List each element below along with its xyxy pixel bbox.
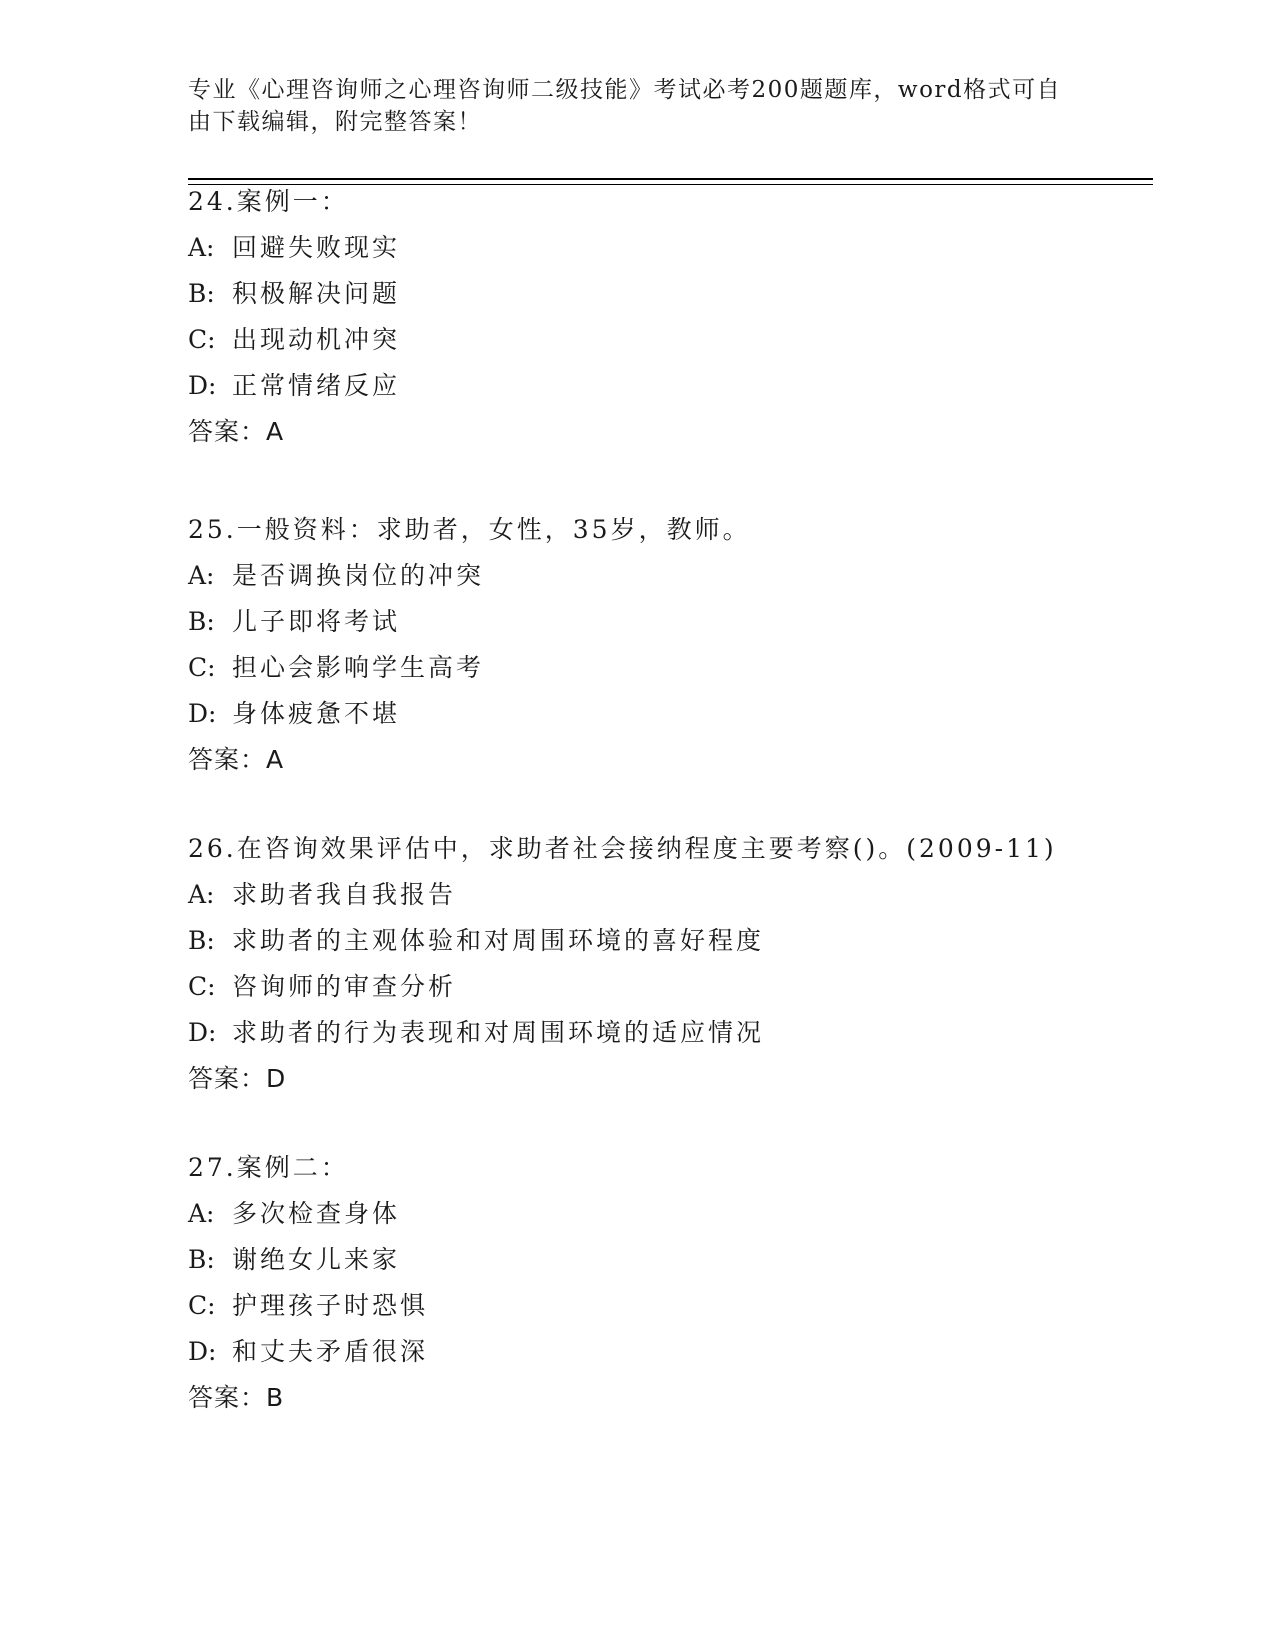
option-text: 积极解决问题 xyxy=(232,279,401,308)
option-label: D: xyxy=(188,1337,217,1366)
option-text: 谢绝女儿来家 xyxy=(232,1245,401,1274)
question-stem: 27.案例二： xyxy=(188,1153,349,1182)
option-label: C: xyxy=(188,653,216,682)
option-label: C: xyxy=(188,972,216,1001)
option-text: 身体疲惫不堪 xyxy=(232,699,401,728)
answer-line: 答案：B xyxy=(188,1383,285,1412)
option-label: A: xyxy=(188,1199,215,1228)
option-text: 多次检查身体 xyxy=(232,1199,401,1228)
option-text: 护理孩子时恐惧 xyxy=(232,1291,429,1320)
option-label: B: xyxy=(188,607,215,636)
question-26 xyxy=(188,826,1153,1102)
option-c xyxy=(188,645,1153,691)
document-header: 专业《心理咨询师之心理咨询师二级技能》考试必考200题题库，word格式可自由下载编辑，附完整答案！ xyxy=(188,77,1062,135)
answer-line: 答案：D xyxy=(188,1064,287,1093)
option-label: A: xyxy=(188,561,215,590)
option-b xyxy=(188,599,1153,645)
question-stem: 24.案例一： xyxy=(188,187,349,216)
option-label: A: xyxy=(188,233,215,262)
option-text: 出现动机冲突 xyxy=(232,325,401,354)
option-d xyxy=(188,1010,1153,1056)
answer-line: 答案：A xyxy=(188,745,285,774)
question-stem: 26.在咨询效果评估中，求助者社会接纳程度主要考察()。(2009-11) xyxy=(188,834,1057,863)
option-label: C: xyxy=(188,325,216,354)
option-label: D: xyxy=(188,371,217,400)
option-c xyxy=(188,1283,1153,1329)
question-25 xyxy=(188,507,1153,783)
option-a xyxy=(188,225,1153,271)
option-d xyxy=(188,1329,1153,1375)
option-text: 正常情绪反应 xyxy=(232,371,401,400)
option-b xyxy=(188,918,1153,964)
option-c xyxy=(188,317,1153,363)
option-a xyxy=(188,1191,1153,1237)
option-d xyxy=(188,691,1153,737)
option-text: 求助者的行为表现和对周围环境的适应情况 xyxy=(232,1018,765,1047)
question-stem: 25.一般资料：求助者，女性，35岁，教师。 xyxy=(188,515,751,544)
option-label: C: xyxy=(188,1291,216,1320)
option-label: D: xyxy=(188,699,217,728)
option-a xyxy=(188,553,1153,599)
option-c xyxy=(188,964,1153,1010)
option-text: 咨询师的审查分析 xyxy=(232,972,457,1001)
option-text: 求助者的主观体验和对周围环境的喜好程度 xyxy=(232,926,765,955)
option-label: D: xyxy=(188,1018,217,1047)
option-text: 担心会影响学生高考 xyxy=(232,653,485,682)
question-24 xyxy=(188,179,1153,455)
option-b xyxy=(188,1237,1153,1283)
option-text: 求助者我自我报告 xyxy=(232,880,457,909)
option-a xyxy=(188,872,1153,918)
option-text: 是否调换岗位的冲突 xyxy=(232,561,485,590)
answer-line: 答案：A xyxy=(188,417,285,446)
option-label: A: xyxy=(188,880,215,909)
option-label: B: xyxy=(188,1245,215,1274)
option-label: B: xyxy=(188,279,215,308)
option-d xyxy=(188,363,1153,409)
option-text: 儿子即将考试 xyxy=(232,607,401,636)
question-27 xyxy=(188,1145,1153,1421)
option-b xyxy=(188,271,1153,317)
option-text: 回避失败现实 xyxy=(232,233,401,262)
option-label: B: xyxy=(188,926,215,955)
option-text: 和丈夫矛盾很深 xyxy=(232,1337,429,1366)
